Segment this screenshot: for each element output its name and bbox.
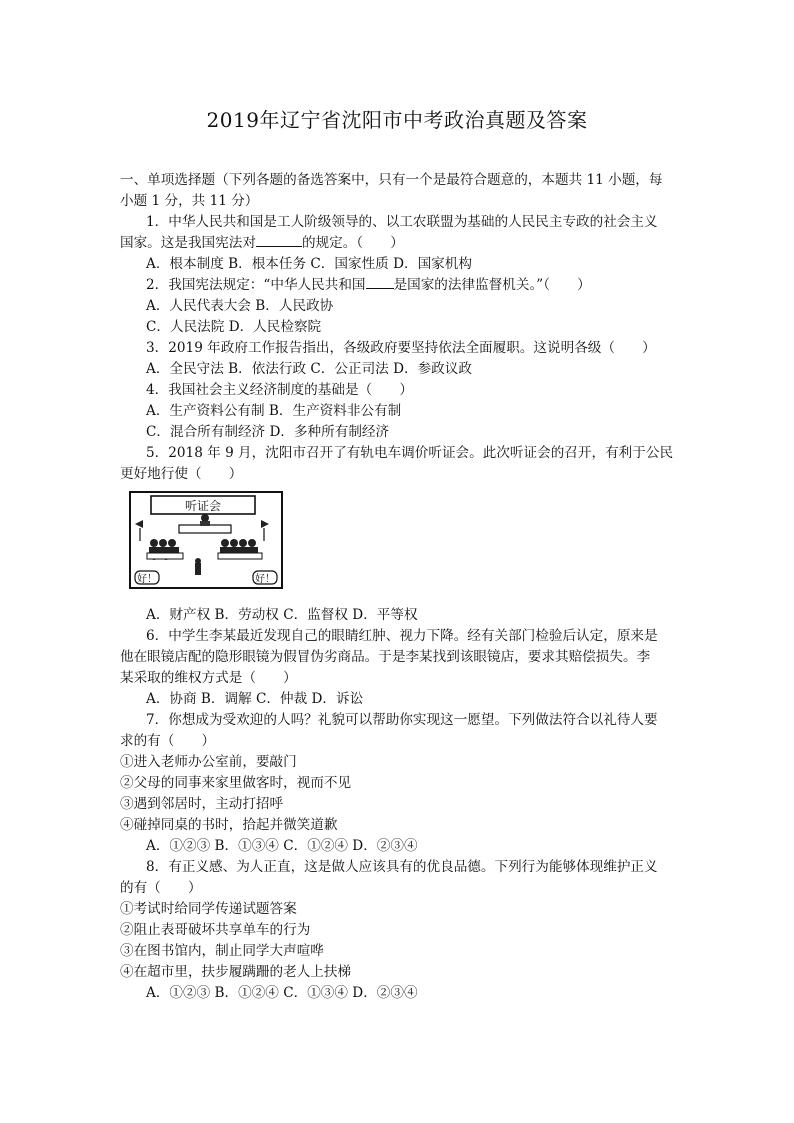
question-6-stem-cont-2: 某采取的维权方式是（ ） [120, 670, 297, 686]
question-8-item-1: ①考试时给同学传递试题答案 [120, 901, 297, 917]
question-8-item-4: ④在超市里，扶步履蹒跚的老人上扶梯 [120, 964, 352, 980]
page-title: 2019年辽宁省沈阳市中考政治真题及答案 [206, 108, 588, 132]
section-heading-cont: 小题 1 分，共 11 分） [120, 193, 259, 209]
question-8-options: A．①②③ B．①②④ C．①③④ D．②③④ [146, 985, 418, 1001]
question-2-stem [146, 275, 591, 295]
question-7-item-3: ③遇到邻居时，主动打招呼 [120, 796, 284, 812]
question-8-stem-cont: 的有（ ） [120, 880, 202, 896]
question-8-item-3: ③在图书馆内，制止同学大声喧哗 [120, 943, 324, 959]
question-7-stem-cont: 求的有（ ） [120, 733, 216, 749]
question-1-stem: 1．中华人民共和国是工人阶级领导的、以工农联盟为基础的人民民主专政的社会主义 [146, 214, 658, 230]
question-8-item-2: ②阻止表哥破坏共享单车的行为 [120, 922, 311, 938]
question-2-options-2: C．人民法院 D．人民检察院 [146, 319, 322, 335]
q1-text-a: 国家。这是我国宪法对 [120, 235, 256, 251]
q1-text-b: 的规定。（ ） [301, 235, 404, 251]
question-5-options: A．财产权 B．劳动权 C．监督权 D．平等权 [146, 607, 418, 623]
question-5-stem-cont: 更好地行使（ ） [120, 466, 243, 482]
question-6-stem: 6．中学生李某最近发现自己的眼睛红肿、视力下降。经有关部门检验后认定，原来是 [146, 628, 658, 644]
hearing-illustration [129, 491, 283, 589]
sign-right-text: 好！ [255, 574, 275, 585]
answer-blank [366, 276, 394, 289]
question-4-options-2: C．混合所有制经济 D．多种所有制经济 [146, 424, 390, 440]
section-heading: 一、单项选择题（下列各题的备选答案中，只有一个是最符合题意的，本题共 11 小题，每 [120, 172, 663, 188]
question-1-options: A．根本制度 B．根本任务 C．国家性质 D．国家机构 [146, 256, 472, 272]
question-5-stem: 5．2018 年 9 月，沈阳市召开了有轨电车调价听证会。此次听证会的召开，有利于公民 [146, 445, 674, 461]
question-7-stem: 7．你想成为受欢迎的人吗？礼貌可以帮助你实现这一愿望。下列做法符合以礼待人要 [146, 712, 658, 728]
question-3-stem: 3．2019 年政府工作报告指出，各级政府要坚持依法全面履职。这说明各级（ ） [146, 340, 656, 356]
answer-blank [256, 234, 302, 247]
question-8-stem: 8．有正义感、为人正直，这是做人应该具有的优良品德。下列行为能够体现维护正义 [146, 859, 658, 875]
question-6-options: A．协商 B．调解 C．仲裁 D．诉讼 [146, 691, 364, 707]
q2-text-a: 2．我国宪法规定：“中华人民共和国 [146, 277, 366, 293]
question-1-stem-cont [120, 233, 404, 253]
question-7-item-4: ④碰掉同桌的书时，拾起并微笑道歉 [120, 817, 338, 833]
question-2-options-1: A．人民代表大会 B．人民政协 [146, 298, 334, 314]
q2-text-b: 是国家的法律监督机关。”（ ） [393, 277, 591, 293]
question-6-stem-cont-1: 他在眼镜店配的隐形眼镜为假冒伪劣商品。于是李某找到该眼镜店，要求其赔偿损失。李 [120, 649, 651, 665]
question-7-options: A．①②③ B．①③④ C．①②④ D．②③④ [146, 838, 418, 854]
question-7-item-1: ①进入老师办公室前，要敲门 [120, 754, 297, 770]
sign-left-text: 好！ [137, 574, 157, 585]
question-7-item-2: ②父母的同事来家里做客时，视而不见 [120, 775, 352, 791]
banner-text: 听证会 [184, 499, 222, 513]
question-4-options-1: A．生产资料公有制 B．生产资料非公有制 [146, 403, 402, 419]
question-3-options: A．全民守法 B．依法行政 C．公正司法 D．参政议政 [146, 361, 472, 377]
question-4-stem: 4．我国社会主义经济制度的基础是（ ） [146, 382, 413, 398]
